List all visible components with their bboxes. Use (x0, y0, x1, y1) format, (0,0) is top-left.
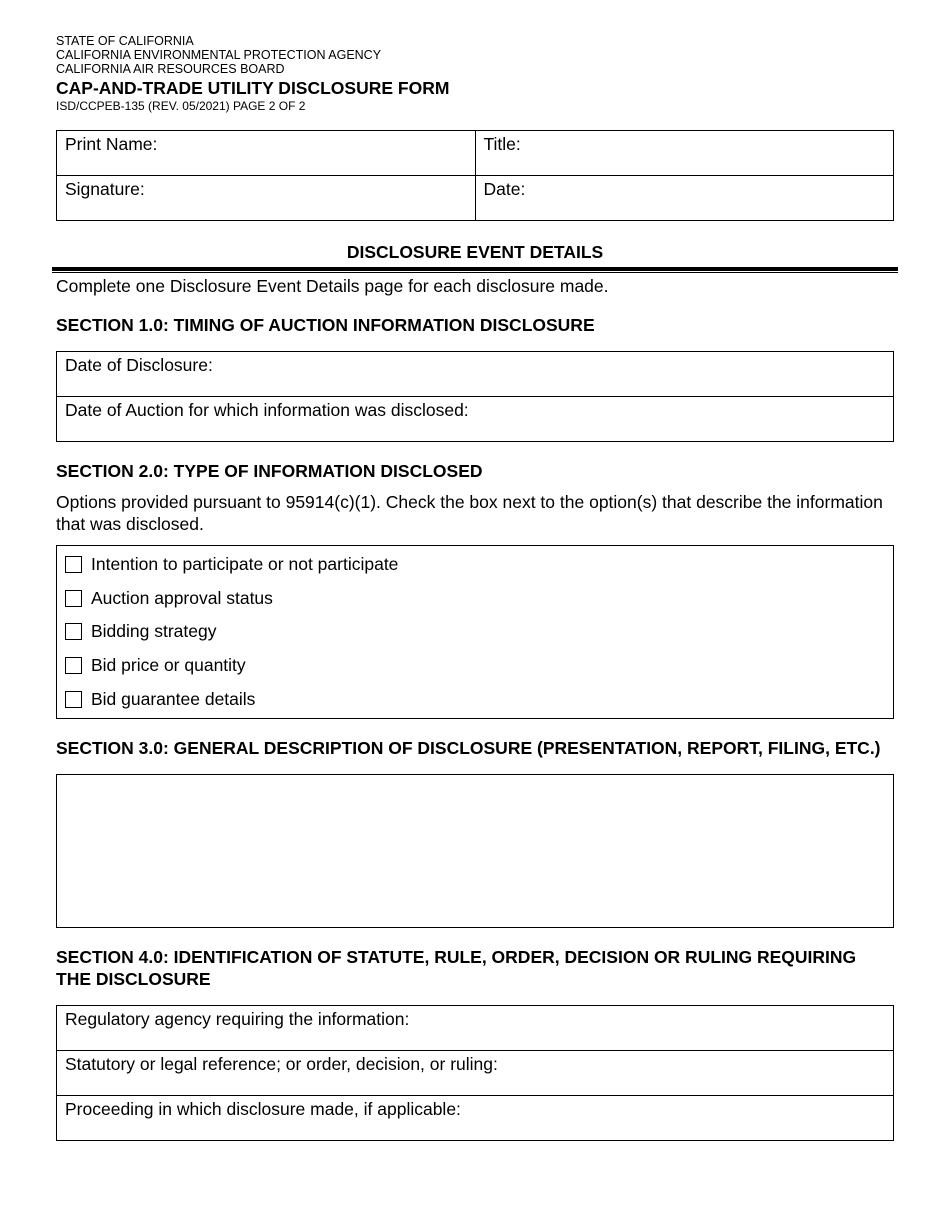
event-details-title: DISCLOSURE EVENT DETAILS (346, 242, 604, 262)
option-label: Bid guarantee details (91, 688, 256, 709)
checkbox-participation[interactable] (65, 556, 82, 573)
form-number: ISD/CCPEB-135 (REV. 05/2021) PAGE 2 OF 2 (56, 99, 306, 113)
date-of-auction-label: Date of Auction for which information was disclosed: (65, 400, 469, 420)
event-details-instruction: Complete one Disclosure Event Details page for each disclosure made. (56, 276, 609, 296)
option-row (65, 582, 885, 616)
date-of-disclosure-label: Date of Disclosure: (65, 355, 213, 375)
statutory-reference-field[interactable] (57, 1050, 894, 1095)
title-field[interactable] (475, 131, 894, 176)
signature-table (56, 130, 894, 221)
date-of-disclosure-field[interactable] (57, 352, 894, 397)
section2-heading: SECTION 2.0: TYPE OF INFORMATION DISCLOSED (56, 461, 483, 481)
section4-table (56, 1005, 894, 1141)
title-divider (52, 267, 898, 273)
proceeding-field[interactable] (57, 1095, 894, 1140)
regulatory-agency-label: Regulatory agency requiring the information: (65, 1008, 410, 1029)
header-agency: CALIFORNIA ENVIRONMENTAL PROTECTION AGENCY (56, 48, 382, 62)
option-row (65, 649, 885, 683)
print-name-field[interactable] (57, 131, 476, 176)
print-name-label: Print Name: (65, 134, 158, 154)
section1-heading: SECTION 1.0: TIMING OF AUCTION INFORMATION DISCLOSURE (56, 315, 595, 335)
header-state: STATE OF CALIFORNIA (56, 34, 194, 48)
regulatory-agency-field[interactable] (57, 1005, 894, 1050)
checkbox-bidding-strategy[interactable] (65, 623, 82, 640)
general-description-field[interactable] (56, 774, 894, 928)
form-title: CAP-AND-TRADE UTILITY DISCLOSURE FORM (56, 78, 450, 98)
date-field[interactable] (475, 176, 894, 221)
section1-table (56, 351, 894, 442)
option-row (65, 548, 885, 582)
statutory-reference-label: Statutory or legal reference; or order, decision, or ruling: (65, 1053, 498, 1074)
form-page (56, 34, 894, 1141)
proceeding-label: Proceeding in which disclosure made, if applicable: (65, 1098, 461, 1119)
disclosure-options-box (56, 545, 894, 719)
checkbox-bid-guarantee[interactable] (65, 691, 82, 708)
option-row (65, 615, 885, 649)
header-board: CALIFORNIA AIR RESOURCES BOARD (56, 62, 285, 76)
signature-label: Signature: (65, 179, 145, 199)
option-label: Bid price or quantity (91, 655, 246, 676)
section2-description: Options provided pursuant to 95914(c)(1). Check the box next to the option(s) that describe the information that was disclosed. (56, 492, 883, 534)
date-of-auction-field[interactable] (57, 397, 894, 442)
section3-heading: SECTION 3.0: GENERAL DESCRIPTION OF DISCLOSURE (PRESENTATION, REPORT, FILING, ETC.) (56, 737, 881, 758)
checkbox-bid-price[interactable] (65, 657, 82, 674)
option-label: Auction approval status (91, 587, 273, 608)
option-label: Intention to participate or not participate (91, 554, 399, 575)
option-row (65, 682, 885, 716)
date-label: Date: (483, 179, 526, 199)
form-header (56, 34, 894, 113)
section4-heading: SECTION 4.0: IDENTIFICATION OF STATUTE, RULE, ORDER, DECISION OR RULING REQUIRING THE DISCLOSURE (56, 946, 857, 989)
title-label: Title: (483, 134, 521, 154)
option-label: Bidding strategy (91, 621, 217, 642)
checkbox-approval-status[interactable] (65, 590, 82, 607)
signature-field[interactable] (57, 176, 476, 221)
